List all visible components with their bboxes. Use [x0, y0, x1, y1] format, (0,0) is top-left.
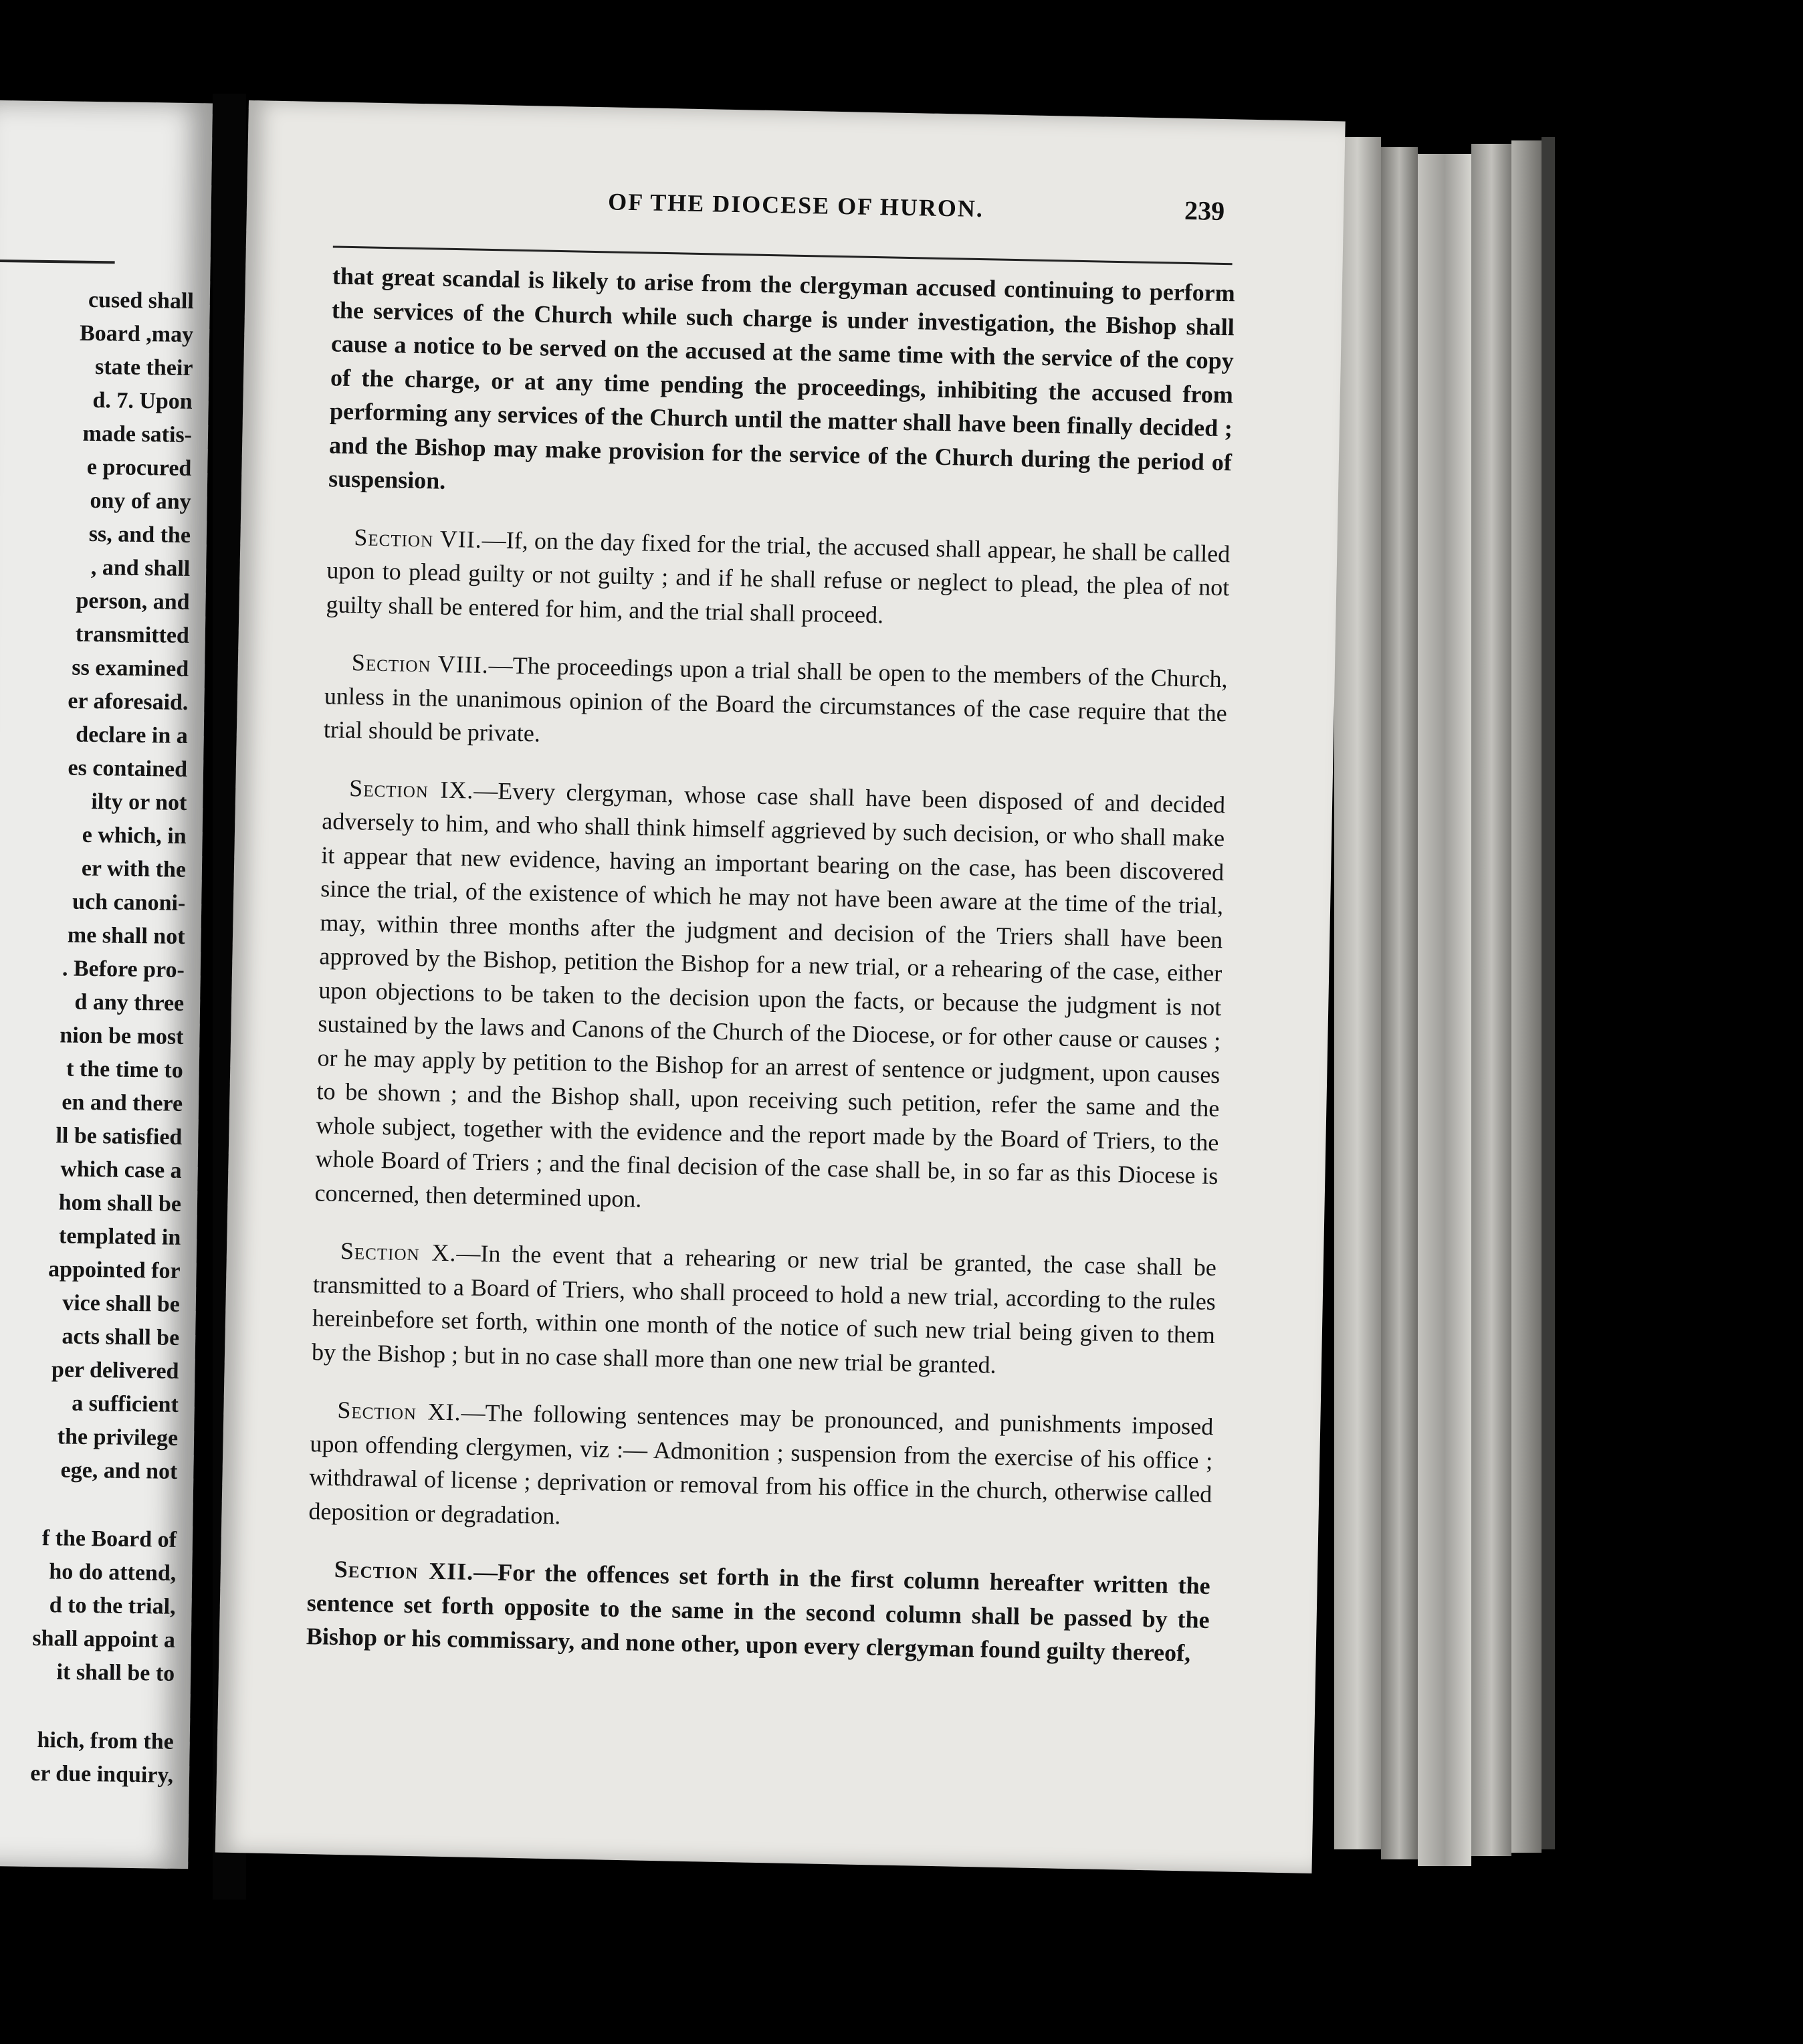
left-page-line: person, and: [76, 588, 190, 615]
section-text: —Every clergyman, whose case shall have been disposed of and decided adversely to him, and who shall think himself aggrieved by such decision, or who shall make it appear that new evidence, having an important bearing on the case, has been discovered since the trial, of the existence of which he may not have been aware at the time of the trial, may, within three months after the judgment and decision of the Triers shall have been approved by the Bishop, petition the Bishop for a new trial, or a rehearing of the case, either upon objections to be taken to the decision upon the facts, or because the judgment is not sustained by the laws and Canons of the Church of the Diocese, or for other cause or causes ; or he may apply by petition to the Bishop for an arrest of sentence or judgment, upon causes to be shown ; and the Bishop shall, upon receiving such petition, refer the same and the whole subject, together with the evidence and the report made by the Board of Triers, to the whole Board of Triers ; and the final decision of the case shall be, in so far as this Diocese is concerned, then determined upon.: [314, 777, 1226, 1213]
running-head-title: OF THE DIOCESE OF HURON.: [607, 188, 984, 223]
left-page-line: declare in a: [76, 722, 189, 749]
left-page-line: ss examined: [72, 655, 189, 682]
left-page-line: ony of any: [90, 488, 191, 515]
left-page-line: made satis-: [82, 421, 193, 448]
page-edges-stack: [1334, 137, 1555, 1849]
section-text: —The following sentences may be pronounced, and punishments imposed upon offending clergymen, viz :— Admonition ; suspension from the exercise of his office ; withdrawal of license ; deprivation or removal from his office in the church, otherwise called deposition or degradation.: [308, 1399, 1214, 1529]
left-page-line: ss, and the: [88, 521, 191, 548]
left-page-line: d any three: [74, 989, 185, 1016]
section-text: —For the offences set forth in the first column hereafter written the sentence set forth opposite to the same in the second column shall be passed by the Bishop or his commissary, and none other, upon every clergyman found guilty thereof,: [306, 1558, 1211, 1667]
section-label: Section XII.: [334, 1555, 474, 1585]
opening-paragraph: that great scandal is likely to arise from the clergyman accused continuing to perform the services of the Church while such charge is under investigation, the Bishop shall cause a notice to be served on the accused at the same time with the service of the copy of the charge, or at any time pending the proceedings, inhibiting the accused from performing any services of the Church until the matter shall have been finally decided ; and the Bishop may make provision for the service of the Church during the period of suspension.: [328, 262, 1236, 494]
left-page-line: en and there: [62, 1090, 183, 1116]
section-vii: [326, 520, 1231, 638]
left-page-line: shall appoint a: [32, 1625, 176, 1653]
left-page-rule: [0, 260, 115, 264]
section-x: [312, 1233, 1217, 1386]
right-page-239: [215, 100, 1346, 1873]
section-text: —If, on the day fixed for the trial, the accused shall appear, he shall be called upon to plead guilty or not guilty ; and if he shall refuse or neglect to plead, the plea of not guilty shall be entered for him, and the trial shall proceed.: [326, 526, 1231, 628]
section-xii: [306, 1552, 1210, 1670]
page-edge: [1542, 137, 1555, 1849]
left-page-line: templated in: [58, 1223, 181, 1250]
left-page-line: hom shall be: [58, 1190, 182, 1217]
page-edge: [1418, 154, 1471, 1866]
left-facing-page: [0, 100, 213, 1869]
section-viii: [323, 645, 1228, 763]
section-ix: [314, 771, 1225, 1227]
left-page-line: e which, in: [82, 822, 187, 849]
left-page-line: it shall be to: [56, 1659, 175, 1686]
left-page-line: ho do attend,: [49, 1559, 177, 1586]
section-text: —In the event that a rehearing or new trial be granted, the case shall be transmitted to a Board of Triers, who shall proceed to hold a new trial, according to the rules hereinbefore set forth, within one month of the notice of such new trial being given to them by the Bishop ; but in no case shall more than one new trial be granted.: [311, 1239, 1217, 1378]
left-page-line: me shall not: [67, 922, 185, 949]
left-page-text-column: [0, 282, 194, 1793]
left-page-line: er with the: [81, 855, 187, 882]
left-page-line: . Before pro-: [62, 956, 185, 983]
left-page-line: a sufficient: [71, 1391, 179, 1417]
left-page-line: f the Board of: [41, 1526, 177, 1552]
left-page-blank-line: [0, 1688, 175, 1726]
left-page-line: e procured: [86, 454, 192, 482]
section-label: Section XI.: [337, 1396, 461, 1426]
left-page-line: Board ,may: [79, 320, 194, 348]
left-page-line: er aforesaid.: [68, 688, 189, 716]
left-page-line: the privilege: [57, 1424, 179, 1451]
left-page-line: uch canoni-: [72, 889, 186, 916]
running-head: [247, 181, 1271, 227]
page-body: [306, 259, 1235, 1670]
left-page-line: er due inquiry,: [30, 1760, 174, 1788]
left-page-line: per delivered: [51, 1357, 179, 1384]
left-page-line: cused shall: [88, 287, 195, 314]
left-page-line: appointed for: [47, 1257, 181, 1284]
left-page-line: d to the trial,: [49, 1593, 176, 1619]
left-page-line: t the time to: [66, 1056, 184, 1083]
page-edge: [1381, 147, 1418, 1859]
section-label: Section VIII.: [351, 649, 490, 679]
left-page-line: ege, and not: [60, 1457, 178, 1484]
left-page-line: transmitted: [75, 621, 190, 649]
left-page-line: hich, from the: [37, 1728, 175, 1754]
left-page-blank-line: [0, 1486, 177, 1524]
section-label: Section VII.: [354, 523, 483, 553]
page-edge: [1511, 140, 1542, 1853]
left-page-line: es contained: [68, 755, 188, 783]
section-text: —The proceedings upon a trial shall be open to the members of the Church, unless in the unanimous opinion of the Board the circumstances of the case require that the trial should be private.: [323, 651, 1229, 747]
page-edge: [1334, 137, 1381, 1849]
left-page-line: ll be satisfied: [56, 1123, 183, 1150]
page-number: 239: [1184, 195, 1225, 227]
section-label: Section X.: [340, 1237, 457, 1267]
page-edge: [1471, 144, 1511, 1856]
left-page-line: nion be most: [60, 1023, 184, 1049]
left-page-line: which case a: [60, 1156, 182, 1183]
section-xi: [308, 1393, 1214, 1545]
section-label: Section IX.: [348, 774, 474, 804]
left-page-line: d. 7. Upon: [92, 387, 193, 415]
left-page-line: vice shall be: [62, 1290, 181, 1317]
left-page-line: acts shall be: [62, 1324, 180, 1350]
left-page-line: , and shall: [90, 554, 191, 582]
left-page-line: ilty or not: [91, 789, 187, 816]
left-page-line: state their: [94, 354, 193, 381]
